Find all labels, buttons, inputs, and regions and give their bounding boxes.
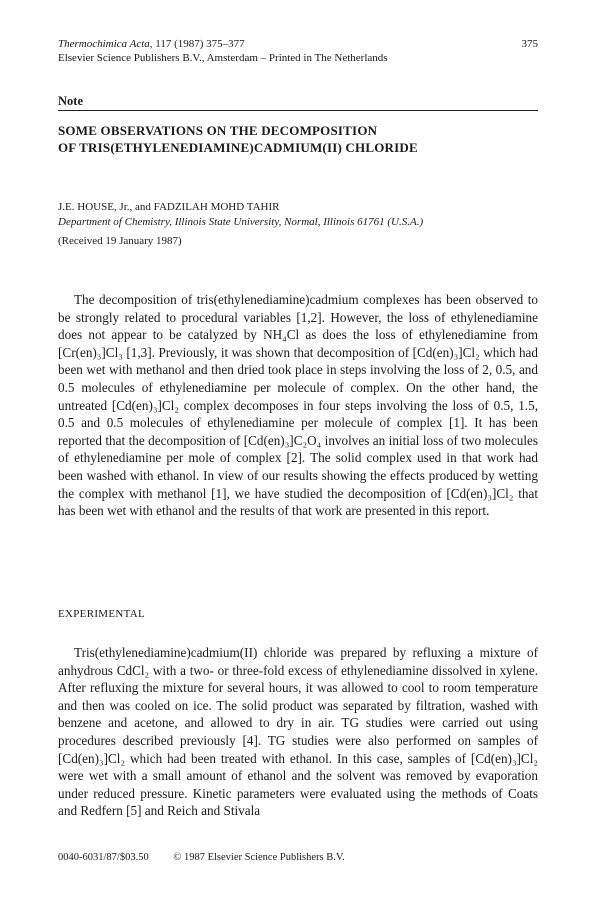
journal-reference: 117 (1987) 375–377 xyxy=(155,38,245,50)
title-line-2: OF TRIS(ETHYLENEDIAMINE)CADMIUM(II) CHLORIDE xyxy=(58,140,418,155)
author-affiliation: Department of Chemistry, Illinois State University, Normal, Illinois 61761 (U.S.A.) xyxy=(58,216,424,228)
page-footer xyxy=(58,852,367,863)
publisher-line: Elsevier Science Publishers B.V., Amsterdam – Printed in The Netherlands xyxy=(58,52,388,64)
received-date: (Received 19 January 1987) xyxy=(58,235,182,247)
journal-citation xyxy=(58,38,245,51)
experimental-heading: EXPERIMENTAL xyxy=(58,608,146,620)
section-label: Note xyxy=(58,94,83,108)
article-page xyxy=(58,0,538,903)
page-number: 375 xyxy=(521,38,538,50)
author-list: J.E. HOUSE, Jr., and FADZILAH MOHD TAHIR xyxy=(58,201,280,213)
experimental-paragraph: Tris(ethylenediamine)cadmium(II) chloride was prepared by refluxing a mixture of anhydrous CdCl₂ with a two- or three-fold excess of ethylenediamine dissolved in xylene. After refluxing the mixture for several hours, it was allowed to cool to room temperature and then was cooled on ice. The solid product was separated by filtration, washed with benzene and acetone, and allowed to dry in air. TG studies were carried out using procedures described previously [4]. TG studies were also performed on samples of [Cd(en)₃]Cl₂ which had been treated with ethanol. In this case, samples of [Cd(en)₃]Cl₂ were wet with a small amount of ethanol and the solvent was removed by evaporation under reduced pressure. Kinetic parameters were evaluated using the methods of Coats and Redfern [5] and Reich and Stivala xyxy=(58,645,538,819)
journal-name: Thermochimica Acta, xyxy=(58,38,153,50)
intro-paragraph: The decomposition of tris(ethylenediamine)cadmium complexes has been observed to be strongly related to procedural variables [1,2]. However, the loss of ethylenediamine does not appear to be catalyzed by NH₄Cl as does the loss of ethylenediamine from [Cr(en)₃]Cl₃ [1,3]. Previously, it was shown that decomposition of [Cd(en)₃]Cl₂ which had been wet with methanol and then dried took place in steps involving the loss of 2, 0.5, and 0.5 molecules of ethylenediamine per molecule of complex. On the other hand, the untreated [Cd(en)₃]Cl₂ complex decomposes in four steps involving the loss of 0.5, 1.5, 0.5 and 0.5 molecules of ethylenediamine per molecule of complex [1]. It has been reported that the decomposition of [Cd(en)₃]C₂O₄ involves an initial loss of two molecules of ethylenediamine per mole of complex [2]. The solid complex used in that work had been washed with ethanol. In view of our results showing the effects produced by wetting the complex with methanol [1], we have studied the decomposition of [Cd(en)₃]Cl₂ that has been wet with ethanol and the results of that work are presented in this report. xyxy=(58,292,538,519)
footer-issn-code: 0040-6031/87/$03.50 xyxy=(58,852,149,863)
title-line-1: SOME OBSERVATIONS ON THE DECOMPOSITION xyxy=(58,123,378,138)
title-divider xyxy=(58,110,538,111)
footer-copyright: © 1987 Elsevier Science Publishers B.V. xyxy=(173,852,345,863)
article-title xyxy=(58,122,418,156)
